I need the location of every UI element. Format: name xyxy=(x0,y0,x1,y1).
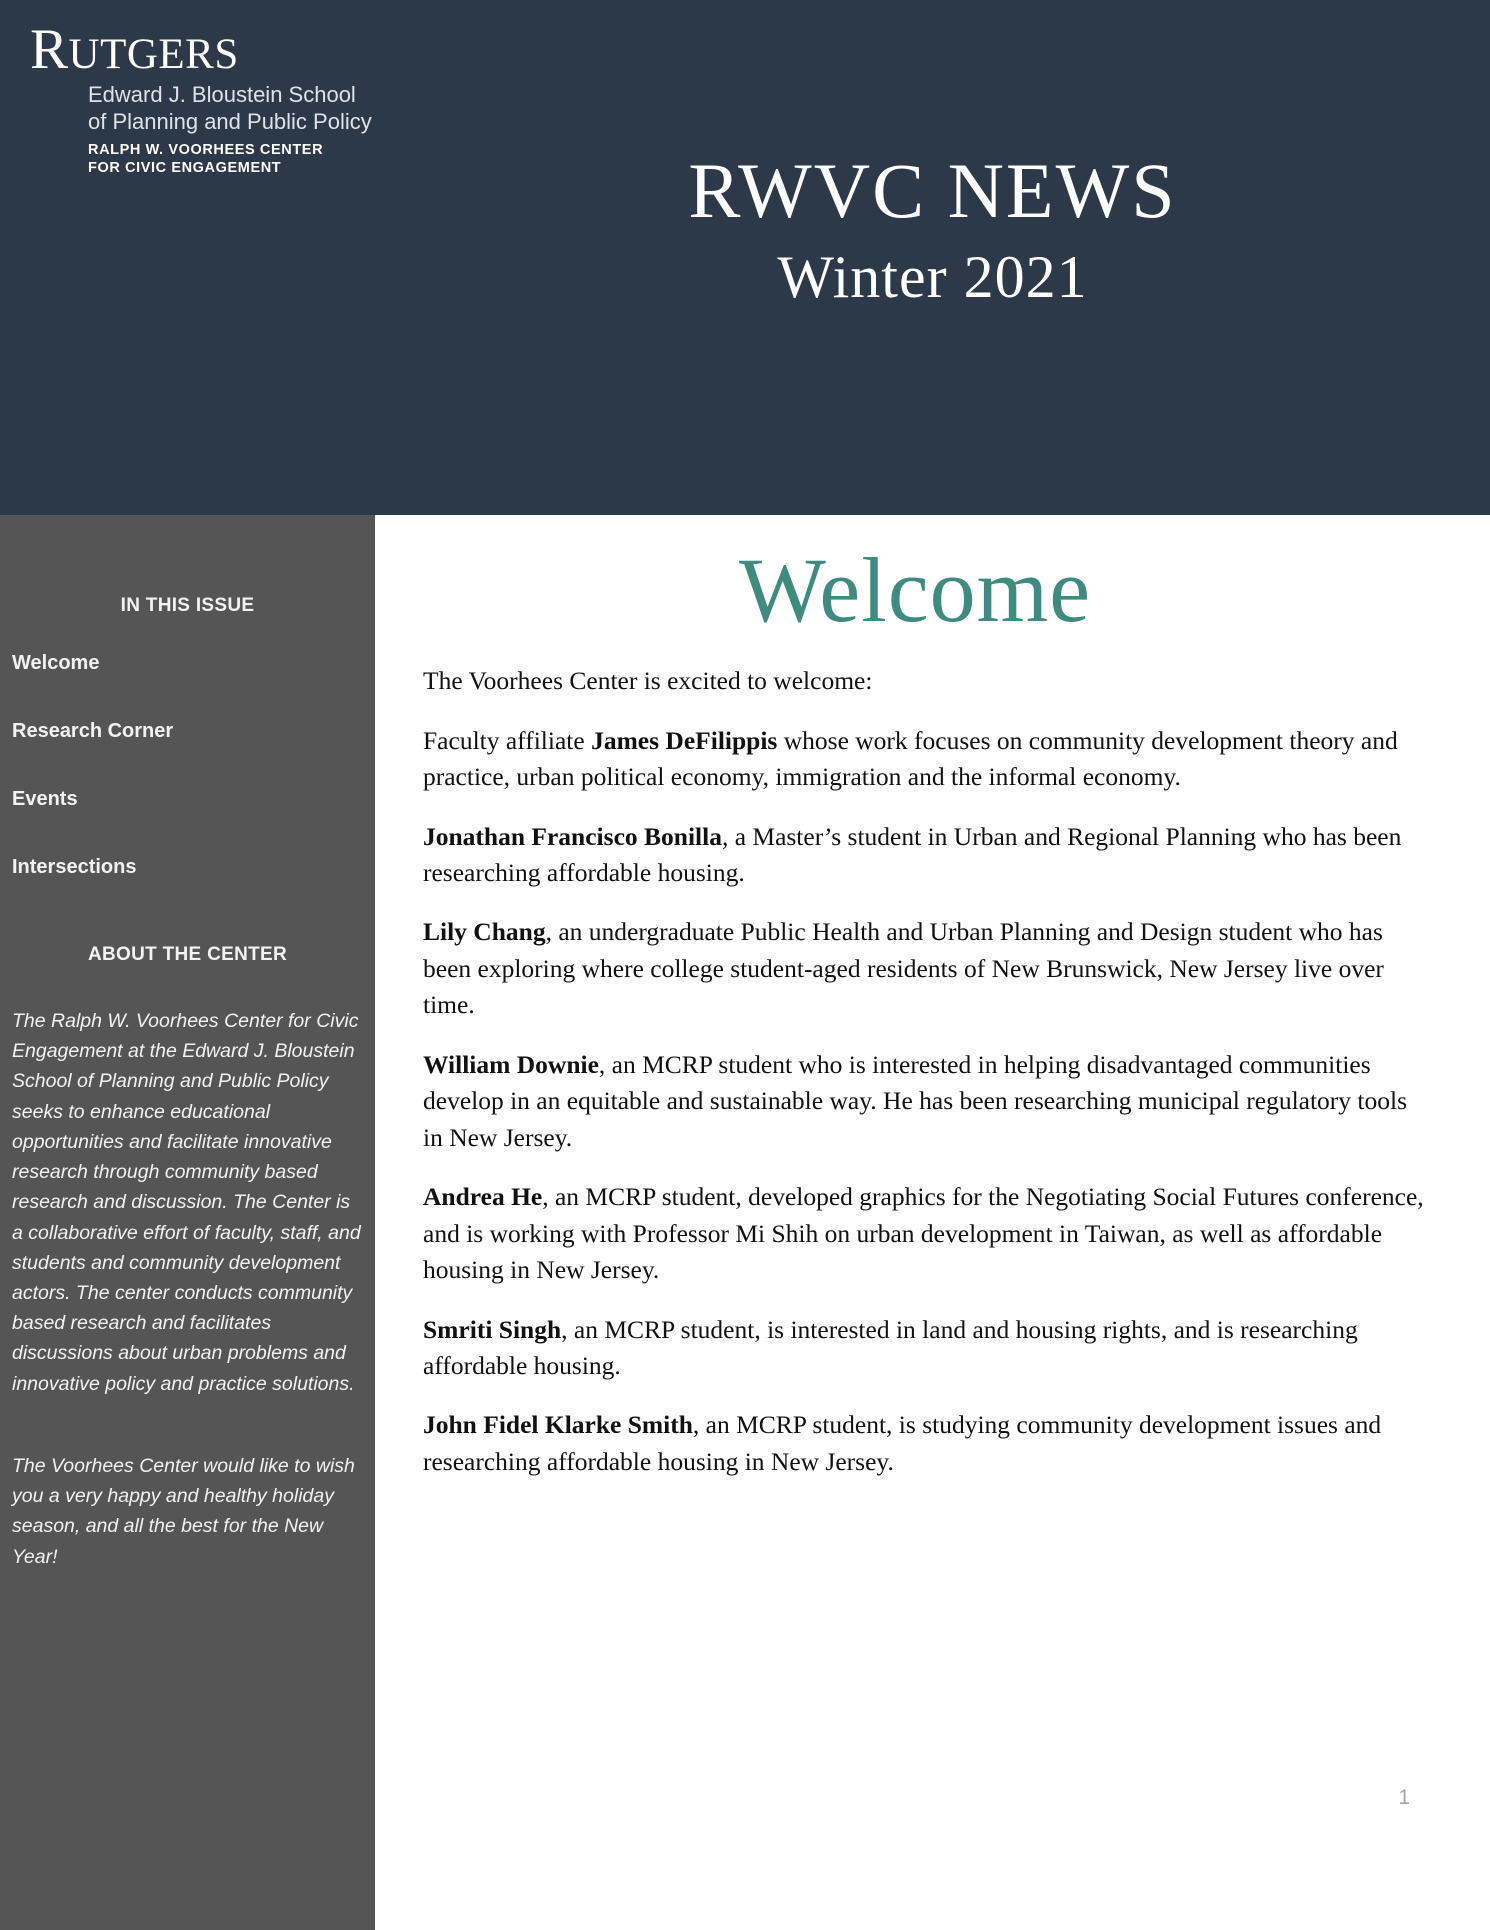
entry-paragraph: John Fidel Klarke Smith, an MCRP student, is studying community development issues and researching affordable housing in New Jersey. xyxy=(423,1410,1382,1476)
sidebar-item-events[interactable]: Events xyxy=(12,788,78,810)
rutgers-wordmark xyxy=(30,18,430,81)
welcome-article xyxy=(402,663,1428,1480)
entry-paragraph: Smriti Singh, an MCRP student, is interested in land and housing rights, and is researching affordable housing. xyxy=(423,1314,1358,1380)
person-name: Lily Chang xyxy=(423,917,546,947)
newsletter-title: RWVC NEWS xyxy=(688,147,1177,234)
sidebar-item-intersections[interactable]: Intersections xyxy=(12,856,137,878)
in-this-issue-heading: IN THIS ISSUE xyxy=(120,595,255,616)
entry-paragraph: Andrea He, an MCRP student, developed graphics for the Negotiating Social Futures conference, and is working with Professor Mi Shih on urban development in Taiwan, as well as affordable housing in New Jersey. xyxy=(423,1182,1424,1285)
person-name: William Downie xyxy=(423,1049,599,1079)
sidebar xyxy=(0,515,375,1930)
wordmark-lead-letter: R xyxy=(30,18,69,81)
main-content xyxy=(375,515,1490,1930)
person-name: Smriti Singh xyxy=(423,1314,562,1344)
school-name-line2: of Planning and Public Policy xyxy=(88,108,372,134)
page-header xyxy=(0,0,1490,515)
about-paragraph: The Ralph W. Voorhees Center for Civic Engagement at the Edward J. Bloustein School of Planning and Public Policy seeks to enhance educational opportunities and facilitate innovative research through community based research and discussion. The Center is a collaborative effort of faculty, staff, and students and community development actors. The center conducts community based research and facilitates discussions about urban problems and innovative policy and practice solutions. xyxy=(12,1010,361,1395)
about-the-center-body xyxy=(12,1006,363,1572)
table-of-contents xyxy=(12,652,363,879)
center-name-line1: RALPH W. VOORHEES CENTER xyxy=(88,141,324,158)
person-name: John Fidel Klarke Smith xyxy=(423,1410,693,1440)
masthead xyxy=(375,147,1490,310)
person-name: James DeFilippis xyxy=(591,725,778,755)
entry-paragraph: William Downie, an MCRP student who is interested in helping disadvantaged communities develop in an equitable and sustainable way. He has been researching municipal regulatory tools in New Jersey. xyxy=(423,1049,1408,1152)
entry-paragraph: Lily Chang, an undergraduate Public Health and Urban Planning and Design student who has been exploring where college student-aged residents of New Brunswick, New Jersey live over time. xyxy=(423,917,1384,1020)
wordmark-rest: UTGERS xyxy=(68,31,239,78)
person-name: Jonathan Francisco Bonilla xyxy=(423,821,722,851)
center-name-line2: FOR CIVIC ENGAGEMENT xyxy=(88,159,282,176)
rutgers-logo xyxy=(30,18,430,177)
page-title: Welcome xyxy=(738,539,1092,641)
newsletter-issue-date: Winter 2021 xyxy=(777,243,1088,310)
about-the-center-heading: ABOUT THE CENTER xyxy=(87,944,288,965)
sidebar-item-research-corner[interactable]: Research Corner xyxy=(12,720,174,742)
page-number: 1 xyxy=(1398,1786,1410,1809)
intro-paragraph: The Voorhees Center is excited to welcome: xyxy=(423,666,873,696)
sidebar-item-welcome[interactable]: Welcome xyxy=(12,652,100,674)
entry-paragraph: Faculty affiliate James DeFilippis whose work focuses on community development theory and practice, urban political economy, immigration and the informal economy. xyxy=(423,725,1398,792)
holiday-greeting-paragraph: The Voorhees Center would like to wish you a very happy and healthy holiday season, and all the best for the New Year! xyxy=(12,1454,355,1568)
school-name-line1: Edward J. Bloustein School xyxy=(88,81,356,107)
school-name xyxy=(88,82,430,136)
entry-paragraph: Jonathan Francisco Bonilla, a Master’s student in Urban and Regional Planning who has been researching affordable housing. xyxy=(423,821,1402,887)
person-name: Andrea He xyxy=(423,1182,543,1212)
